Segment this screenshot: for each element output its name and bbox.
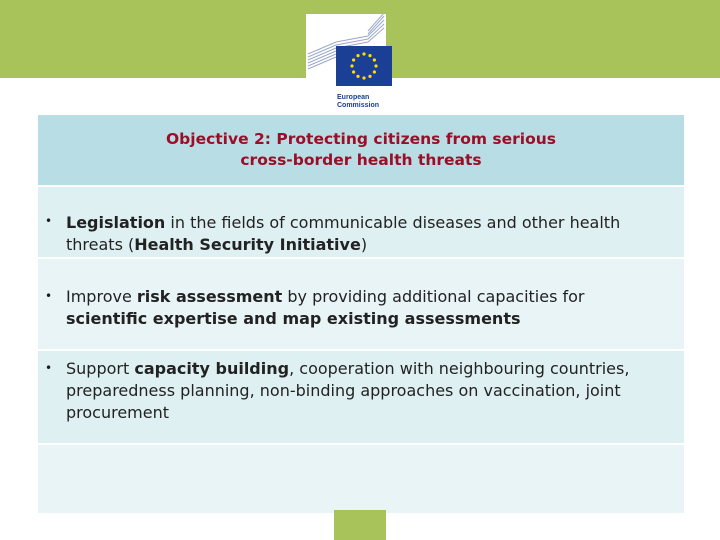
bullet-text: [66, 286, 666, 330]
title-line2: cross-border health threats: [240, 151, 482, 169]
bullet-emphasis: capacity building: [134, 359, 290, 378]
eu-star-icon: [373, 58, 376, 61]
eu-star-icon: [374, 64, 377, 67]
bullet-marker: •: [45, 289, 53, 303]
eu-star-icon: [368, 75, 371, 78]
bullet-span: ): [360, 235, 368, 254]
eu-star-icon: [352, 58, 355, 61]
slide-title: [166, 129, 556, 171]
eu-star-icon: [368, 54, 371, 57]
table-row-empty: [38, 445, 684, 513]
logo-label-line2: Commission: [337, 102, 380, 109]
eu-star-icon: [362, 52, 365, 55]
eu-star-icon: [352, 70, 355, 73]
footer-mark: [334, 510, 386, 540]
table-row: [38, 351, 684, 443]
logo-label: [337, 94, 379, 110]
eu-star-icon: [373, 70, 376, 73]
bullet-emphasis: Health Security Initiative: [134, 235, 361, 254]
eu-flag-icon: [336, 46, 392, 86]
eu-star-icon: [350, 64, 353, 67]
bullet-emphasis: Legislation: [66, 213, 166, 232]
bullet-marker: •: [45, 361, 53, 375]
table-row: [38, 187, 684, 257]
bullet-span: , cooperation with neighbouring countries, preparedness planning, non-binding approaches on vaccination, joint procurement: [66, 359, 630, 422]
bullet-marker: •: [45, 214, 53, 228]
bullet-span: Support: [66, 359, 135, 378]
bullet-text: [66, 212, 666, 256]
bullet-span: Improve: [66, 287, 137, 306]
european-commission-logo: [306, 14, 386, 109]
logo-label-line1: European: [337, 94, 370, 101]
bullet-span: by providing additional capacities for: [282, 287, 585, 306]
objective-table: [38, 115, 684, 513]
eu-star-icon: [356, 75, 359, 78]
eu-star-icon: [362, 76, 365, 79]
bullet-text: [66, 358, 666, 424]
bullet-span: in the fields of communicable diseases and other health threats (: [66, 213, 621, 254]
title-cell: [38, 115, 684, 185]
eu-star-icon: [356, 54, 359, 57]
title-line1: Objective 2: Protecting citizens from serious: [165, 130, 556, 148]
bullet-emphasis: scientific expertise and map existing assessments: [66, 309, 521, 328]
bullet-emphasis: risk assessment: [136, 287, 283, 306]
table-row: [38, 259, 684, 349]
